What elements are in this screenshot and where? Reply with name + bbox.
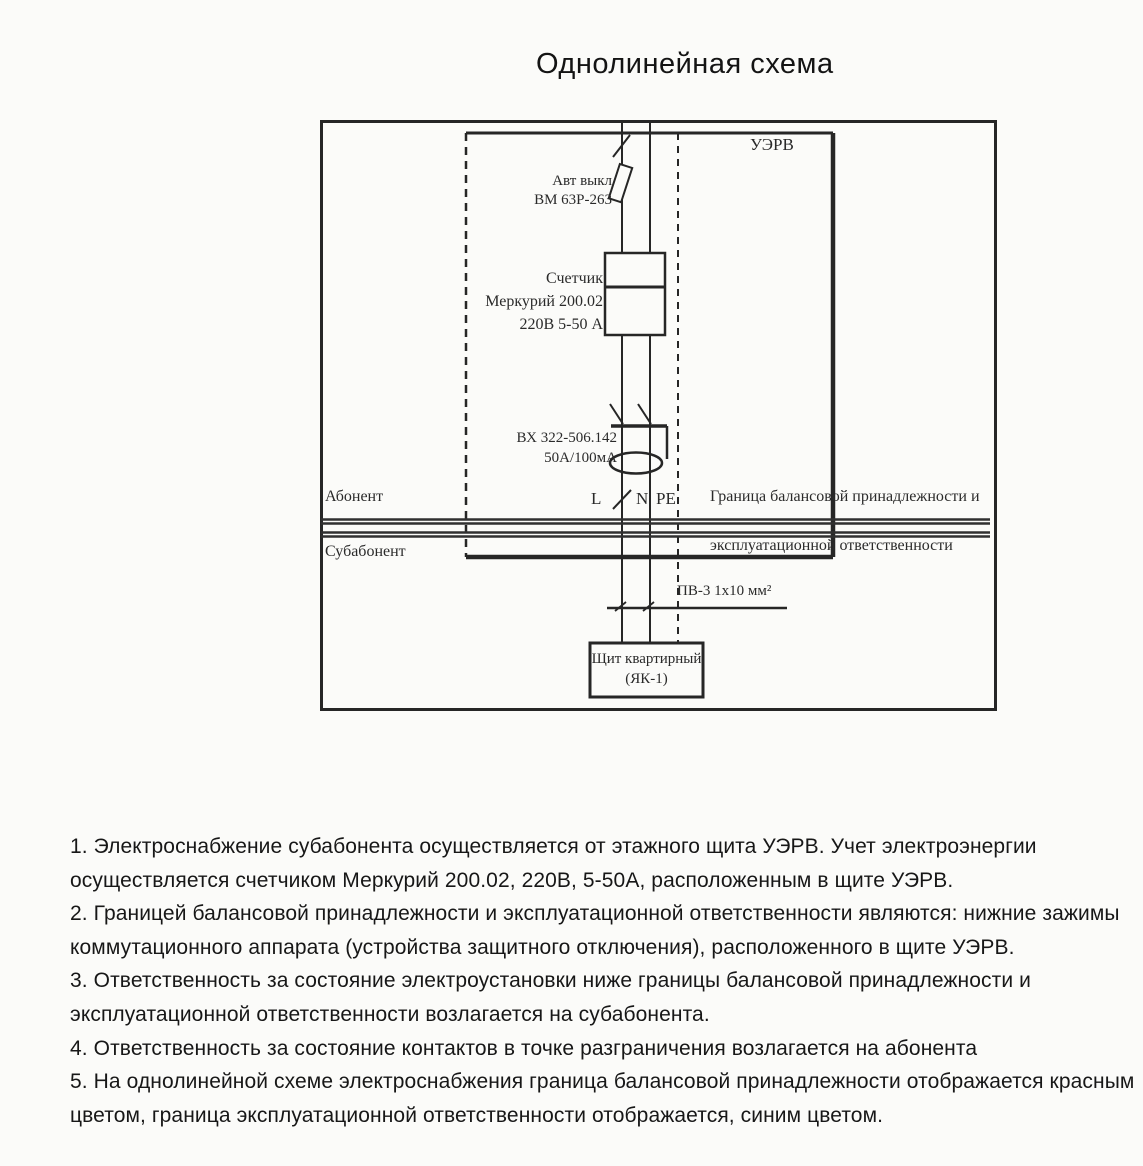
panel-label: Щит квартирный (ЯК-1) (591, 651, 702, 687)
subabonent-label: Субабонент (325, 543, 406, 560)
wire-label-pe: PE (656, 489, 676, 508)
page-title: Однолинейная схема (536, 48, 834, 80)
note-2: 2. Границей балансовой принадлежности и эксплуатационной ответственности являются: нижние зажимы коммутационного аппарата (устройства защитного отключения), расположенного в щите УЭРВ. (70, 902, 1120, 959)
note-5: 5. На однолинейной схеме электроснабжения граница балансовой принадлежности отображается красным цветом, граница эксплуатационной ответственности отображается, синим цветом. (70, 1070, 1135, 1127)
rcd-symbol (610, 404, 667, 474)
cable-label: ПВ-3 1х10 мм² (677, 583, 772, 599)
uerv-label: УЭРВ (750, 135, 794, 154)
rcd-label: ВХ 322-506.142 50А/100мА (516, 430, 617, 466)
note-3: 3. Ответственность за состояние электроустановки ниже границы балансовой принадлежности и эксплуатационной ответственности возлагается на субабонента. (70, 969, 1031, 1026)
meter-label: Счетчик Меркурий 200.02 220В 5-50 А (485, 270, 603, 333)
wire-label-l: L (591, 489, 602, 508)
breaker-symbol (609, 135, 632, 202)
wire-label-n: N (636, 489, 649, 508)
abonent-label: Абонент (325, 488, 384, 505)
boundary-line-balance (321, 520, 990, 524)
note-1: 1. Электроснабжение субабонента осуществляется от этажного щита УЭРВ. Учет электроэнергии осуществляется счетчиком Меркурий 200.02, 220В, 5-50А, расположенным в щите УЭРВ. (70, 835, 1037, 892)
wires (622, 122, 678, 643)
notes-block (70, 830, 1138, 1132)
schematic-drawing (320, 120, 997, 712)
breaker-label: Авт выкл ВМ 63Р-263 (534, 173, 612, 208)
single-line-diagram (320, 120, 997, 712)
boundary-line-exploitation (321, 533, 990, 537)
meter-symbol (605, 253, 665, 335)
outer-frame (322, 122, 996, 710)
note-4: 4. Ответственность за состояние контактов в точке разграничения возлагается на абонента (70, 1036, 978, 1060)
boundary-label-line1: Граница балансовой принадлежности и (710, 488, 980, 505)
boundary-label-line2: эксплуатационной ответственности (710, 537, 953, 554)
cable-line (607, 602, 787, 611)
